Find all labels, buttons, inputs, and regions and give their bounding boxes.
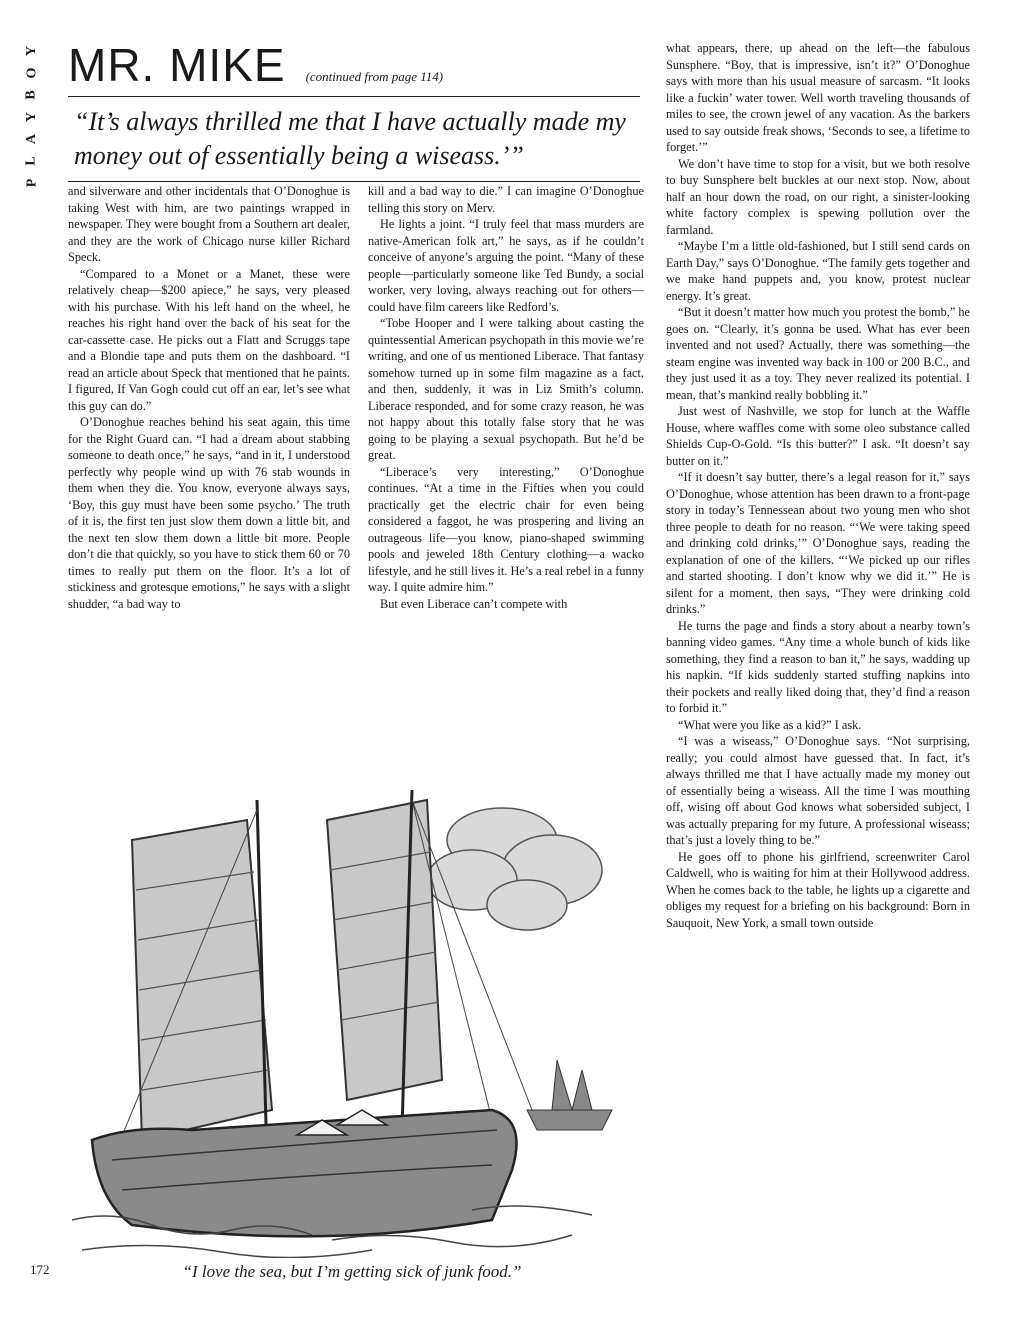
paragraph: He turns the page and finds a story about a nearby town’s banning video games. “Any time a whole bunch of kids like something, they find a reason to ban it,” he says, wadding up his napkin. “If kids suddenly started stuffing napkins into their pockets and really liked doing that, they’d find a reason to forbid it.” — [666, 618, 970, 715]
brand-letter: O — [23, 67, 39, 79]
paragraph: “Tobe Hooper and I were talking about casting the quintessential American psychopath in this movie we’re writing, and one of us mentioned Liberace. That fantasy somehow turned up in some film magazine as a fact, and then, suddenly, it was in Liz Smith’s column. Liberace responded, and for some crazy reason, he was not happy about this totally false story that he was going to be playing a sexual psychopath. But he’d be great. — [368, 316, 644, 462]
paragraph: “I was a wiseass,” O’Donoghue says. “Not surprising, really; you could almost have guessed that. In fact, it’s always thrilled me that I have actually made my money out of essentially being a wiseass. All the time I was mouthing off, wising off about God knows what sobersided subject, I was actually preparing for my future. A professional wiseass; that’s just a lovely thing to be.” — [666, 734, 970, 847]
page-number: 172 — [30, 1262, 50, 1277]
paragraph: what appears, there, up ahead on the left—the fabulous Sunsphere. “Boy, that is impressive, isn’t it?” O’Donoghue says with more than his usual measure of sarcasm. “It looks like a fuckin’ water tower. Well worth traveling thousands of miles to see, the crown jewel of any vacation. As the barkers used to say outside freak shows, ‘Seconds to see, a lifetime to forget.’” — [666, 41, 970, 154]
brand-letter: L — [24, 156, 39, 166]
paragraph: and silverware and other incidentals that O’Donoghue is taking West with him, are two paintings wrapped in newspaper. They were bought from a Southern art dealer, and they are the work of Chicago nurse killer Richard Speck. — [68, 184, 351, 264]
pull-quote: “It’s always thrilled me that I have actually made my money out of essentially being a wiseass.’” — [74, 107, 626, 170]
brand-letter: B — [24, 90, 39, 100]
brand-letter: P — [24, 178, 39, 188]
paragraph: “What were you like as a kid?” I ask. — [678, 717, 862, 732]
illustration-caption: “I love the sea, but I’m getting sick of junk food.” — [182, 1262, 522, 1281]
paragraph: He lights a joint. “I truly feel that mass murders are native-American folk art,” he says, as if he couldn’t conceive of anyone’s arguing the point. “Many of these people—particularly someone like Ted Bundy, a social worker, very loving, always reaching out for others—could have film careers like Redford’s. — [368, 217, 644, 314]
paragraph: Just west of Nashville, we stop for lunch at the Waffle House, where waffles come with some oleo substance called Shields Cup-O-Gold. “Is this butter?” I ask. “It doesn’t say butter on it.” — [666, 404, 970, 468]
text-column-2 — [368, 183, 644, 612]
article-header — [68, 40, 640, 182]
brand-letter: A — [24, 133, 39, 145]
paragraph: O’Donoghue reaches behind his seat again, this time for the Right Guard can. “I had a dream about stabbing someone to death once,” he says, “and in it, I understood perfectly why people wind up with 76 stab wounds in them when they die. You know, everyone always says, ‘Boy, this guy must have been some psycho.’ The truth of it is, the first ten just slow them down a little bit, and the next ten slow them down a little bit more. People don’t die that quickly, so you have to stick them 60 or 70 times to really put them on the floor. It’s a lot of stickiness and grotesque emotions,” he says with a slight shudder, “a bad way to — [68, 415, 350, 611]
article-title: MR. MIKE — [68, 39, 286, 91]
brand-letter: Y — [24, 111, 39, 123]
cartoon-illustration — [72, 780, 632, 1258]
quote-rule — [68, 181, 640, 182]
paragraph: kill and a bad way to die.” I can imagine O’Donoghue telling this story on Merv. — [368, 184, 644, 215]
continued-note: (continued from page 114) — [305, 69, 444, 84]
paragraph: He goes off to phone his girlfriend, screenwriter Carol Caldwell, who is waiting for him at their Hollywood address. When he comes back to the table, he lights up a cigarette and obliges my request for a briefing on his background: Born in Sauquoit, New York, a small town outside — [666, 849, 970, 930]
junk-ship-drawing — [72, 780, 632, 1258]
magazine-brand-vertical — [22, 40, 42, 194]
paragraph: “Liberace’s very interesting,” O’Donoghue continues. “At a time in the Fifties when you could practically get the electric chair for even being considered a faggot, he was prospering and living an outrageous life—you know, piano-shaped swimming pools and jeweled 18th Century clothing—a wacko lifestyle, and he still lives it. He’s a real rebel in a funny way. I quite admire him.” — [368, 464, 644, 594]
paragraph: But even Liberace can’t compete with — [380, 596, 568, 611]
paragraph: “If it doesn’t say butter, there’s a legal reason for it,” says O’Donoghue, whose attention has been drawn to a front-page story in today’s Tennessean about two young men who shot three people to death for no reason. “‘We were taking speed and drinking cold drinks,’” O’Donoghue says, reading the explanation of one of the killers. “‘We picked up our rifles and started shooting. I don’t know why we did it.’” He is silent for a moment, then says, “They were drinking cold drinks.” — [666, 470, 970, 616]
paragraph: “Compared to a Monet or a Manet, these were relatively cheap—$200 apiece,” he says, very pleased with his purchase. With his left hand on the wheel, he reaches his right hand over the back of his seat for the car-cassette case. He picks out a Flatt and Scruggs tape and a Blondie tape and puts them on the dashboard. “I read an article about Speck that mentioned that he paints. I figured, If Van Gogh could cut off an ear, let’s see what this guy can do.” — [68, 266, 350, 413]
header-rule — [68, 96, 640, 97]
paragraph: “But it doesn’t matter how much you protest the bomb,” he goes on. “Clearly, it’s gonna be used. What has ever been invented and not used? Actually, there was something—the steam engine was invented way back in 100 or 200 B.C., and they just used it as a toy. They never realized its potential. I mean, that’s mankind really bobbling it.” — [666, 305, 970, 402]
brand-letter: Y — [24, 45, 39, 57]
text-column-1 — [68, 183, 350, 612]
paragraph: “Maybe I’m a little old-fashioned, but I still send cards on Earth Day,” says O’Donoghue. “The family gets together and we make hand puppets and, you know, protest nuclear energy. It’s great. — [666, 239, 970, 303]
paragraph: We don’t have time to stop for a visit, but we both resolve to buy Sunsphere belt buckles at our next stop. Now, about half an hour down the road, on our right, a sinister-looking white factory complex is spewing pollution over the farmland. — [666, 156, 970, 237]
text-column-3 — [666, 40, 970, 931]
